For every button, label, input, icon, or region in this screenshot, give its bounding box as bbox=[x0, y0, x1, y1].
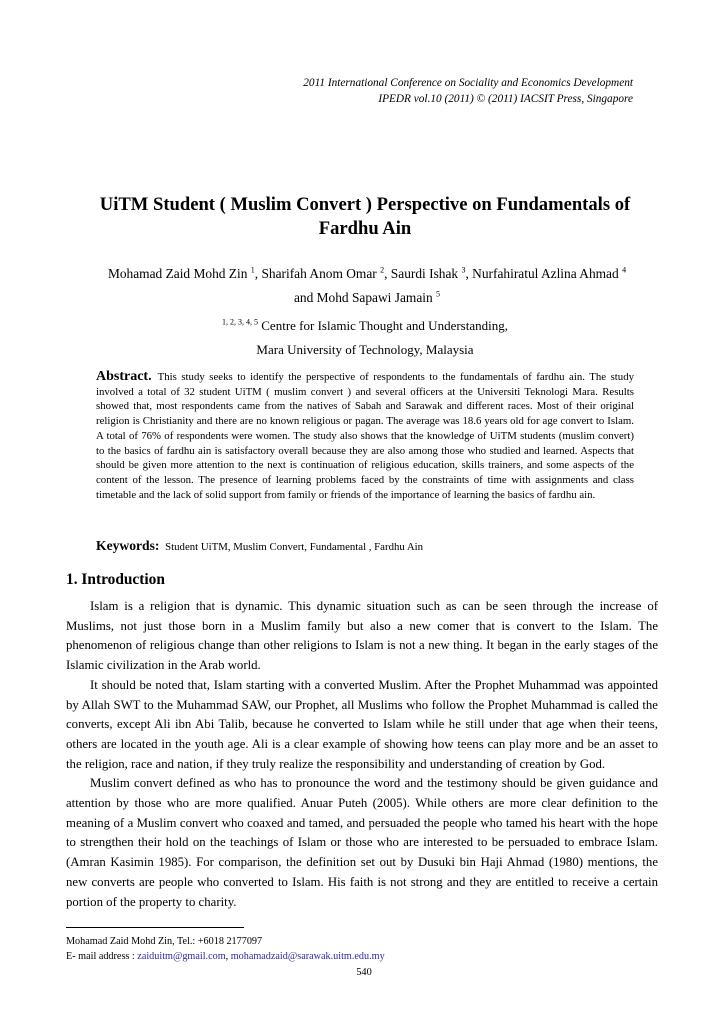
keywords-heading: Keywords: bbox=[96, 538, 160, 553]
authors-line-2 bbox=[62, 286, 672, 310]
author-name: , Sharifah Anom Omar bbox=[254, 266, 377, 281]
title-line-1: UiTM Student ( Muslim Convert ) Perspective on Fundamentals of bbox=[99, 194, 631, 215]
abstract bbox=[96, 370, 634, 502]
header-conference: 2011 International Conference on Sociality and Economics Development bbox=[303, 77, 633, 89]
body-paragraph: Islam is a religion that is dynamic. This dynamic situation such as can be seen through the increase of Muslims, not just those born in a Muslim family but also a new comer that is convert to the Islam. The phenomenon of religious change than other religions to Islam is not a new thing. It began in the early stages of the Islamic civilization in the Arab world. bbox=[66, 599, 658, 673]
author-name: , Saurdi Ishak bbox=[384, 266, 459, 281]
author-name: , Nurfahiratul Azlina Ahmad bbox=[465, 266, 619, 281]
authors-line-1 bbox=[62, 262, 672, 286]
abstract-text: This study seeks to identify the perspective of respondents to the fundamentals of fardhu ain. The study involved a total of 32 student UiTM ( muslim convert ) and several officers at the Universiti Teknologi Mara. Results showed that, most respondents came from the natives of Sabah and Sarawak and different races. Most of their original religion is Christianity and there are no known religious or pagan. The average was 18.6 years old for age convert to Islam. A total of 76% of respondents were women. The study also shows that the knowledge of UiTM students (muslim convert) to the basics of fardhu ain is satisfactory overall because they are also among those who studied and learned. Aspects that should be given more attention to the next is continuation of religious education, skills trainers, and some aspects of the content of the lesson. The presence of learning problems faced by the constraints of time with assignments and class timetable and the lack of solid support from family or friends of the importance of learning the basics of fardhu ain. bbox=[96, 371, 634, 501]
author-sup: 3 bbox=[461, 265, 466, 275]
body-paragraph: It should be noted that, Islam starting with a converted Muslim. After the Prophet Muhammad was appointed by Allah SWT to the Muhammad SAW, our Prophet, all Muslims who follow the Prophet Muhammad is called the converts, except Ali ibn Abi Talib, because he converted to Islam while he still under that age when their teens, others are located in the youth age. Ali is a clear example of showing how teens can play more and be an asset to the religion, race and nation, if they truly realize the responsibility and understanding of creation by God. bbox=[66, 677, 658, 771]
affiliation-line-2: Mara University of Technology, Malaysia bbox=[256, 342, 474, 357]
abstract-heading: Abstract. bbox=[96, 369, 152, 384]
affiliation-line-1 bbox=[100, 314, 630, 338]
keywords-text: Student UiTM, Muslim Convert, Fundamental , Fardhu Ain bbox=[165, 541, 424, 553]
keywords bbox=[96, 538, 634, 555]
body-paragraph: Muslim convert defined as who has to pronounce the word and the testimony should be given guidance and attention by those who are more qualified. Anuar Puteh (2005). While others are more clear definition to the meaning of a Muslim convert who coaxed and tamed, and persuaded the people who tamed his heart with the hope to strengthen their hold on the teachings of Islam or those who are interested to be persuaded to embrace Islam. (Amran Kasimin 1985). For comparison, the definition set out by Dusuki bin Haji Ahmad (1980) mentions, the new converts are people who converted to Islam. His faith is not strong and they are entitled to receive a certain portion of the property to charity. bbox=[66, 776, 658, 909]
footnote-email-line bbox=[66, 950, 666, 965]
author-name: and Mohd Sapawi Jamain bbox=[293, 290, 433, 305]
paper-title bbox=[60, 193, 670, 241]
running-header bbox=[73, 75, 633, 107]
email-separator: , bbox=[225, 950, 229, 962]
author-sup: 5 bbox=[436, 289, 441, 299]
footnote bbox=[66, 935, 666, 964]
section-heading-introduction: 1. Introduction bbox=[66, 571, 165, 588]
section-body bbox=[66, 597, 658, 912]
affiliation bbox=[100, 314, 630, 362]
email-link-1[interactable]: zaiduitm@gmail.com bbox=[137, 950, 226, 962]
affiliation-sup: 1, 2, 3, 4, 5 bbox=[222, 317, 259, 327]
author-name: Mohamad Zaid Mohd Zin bbox=[107, 266, 248, 281]
author-list bbox=[62, 262, 672, 310]
affiliation-centre: Centre for Islamic Thought and Understanding, bbox=[261, 318, 508, 333]
footnote-email-label: E- mail address : bbox=[66, 950, 135, 962]
page-number: 540 bbox=[356, 967, 372, 978]
author-sup: 1 bbox=[250, 265, 255, 275]
footnote-contact: Mohamad Zaid Mohd Zin, Tel.: +6018 2177097 bbox=[66, 936, 263, 947]
footnote-rule bbox=[66, 927, 244, 928]
title-line-2: Fardhu Ain bbox=[318, 218, 412, 239]
header-publication: IPEDR vol.10 (2011) © (2011) IACSIT Press, Singapore bbox=[378, 93, 633, 105]
email-link-2[interactable]: mohamadzaid@sarawak.uitm.edu.my bbox=[230, 950, 385, 962]
author-sup: 4 bbox=[622, 265, 627, 275]
author-sup: 2 bbox=[380, 265, 385, 275]
